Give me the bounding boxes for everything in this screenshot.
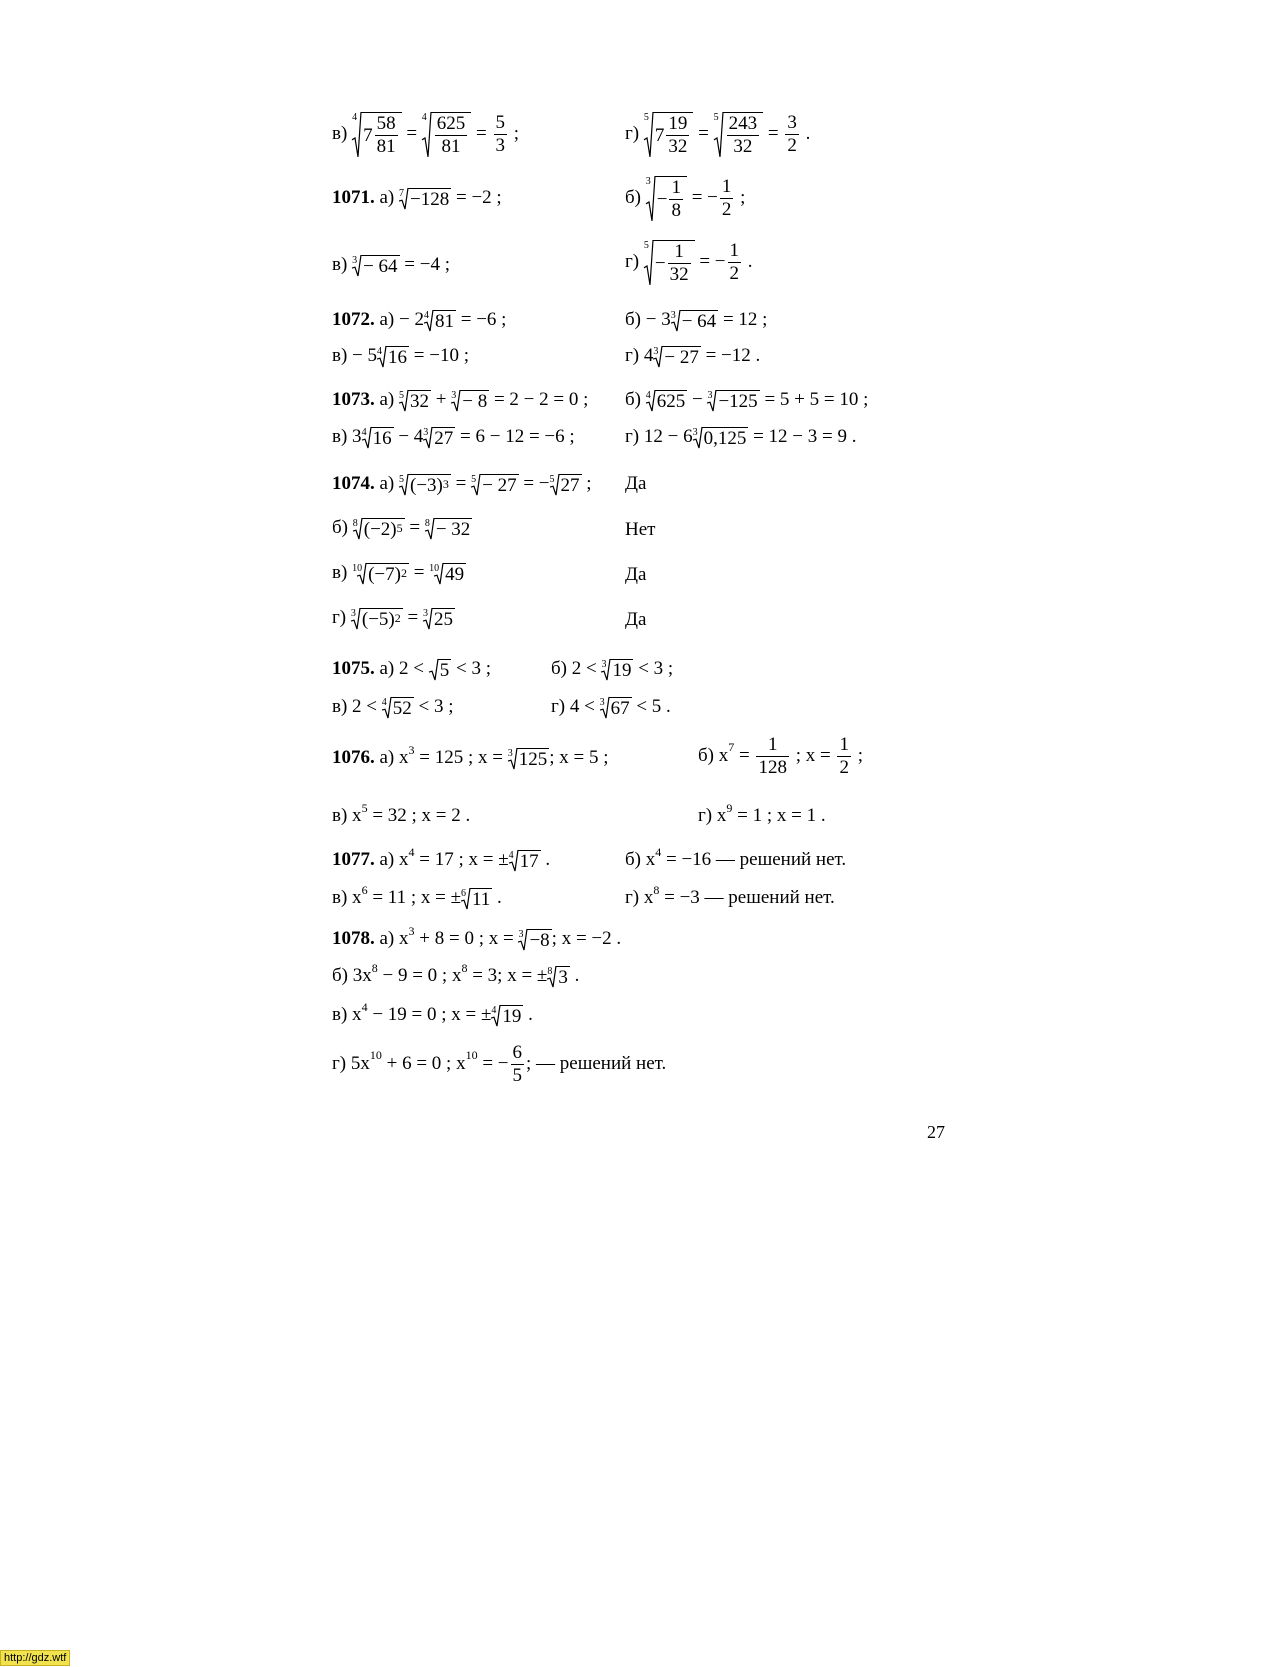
footer-link[interactable]: http://gdz.wtf bbox=[0, 1650, 70, 1666]
math-line-r11r: Да bbox=[625, 609, 647, 630]
math-line-r10l: в) 10 (−7) $^2$ = 10 49 bbox=[332, 562, 465, 586]
math-line-r8r: Да bbox=[625, 473, 647, 494]
math-line-r5r: г) 4 3 − 27 = −12 . bbox=[625, 345, 761, 369]
math-line-r19: б) $3x^8 - 9 = 0$ ; $x^8 = 3$; x = ± 8 3 . bbox=[332, 960, 580, 989]
math-line-r2l: 1071. а) 7 −128 = −2 ; bbox=[332, 187, 502, 211]
math-line-r16l: 1077. а) $x^4 = 17$ ; x = ± 4 17 . bbox=[332, 844, 551, 873]
math-line-r3r: г) 5 − $\frac{1}{32}$ = − $\frac{1}{2}$ . bbox=[625, 240, 753, 285]
math-line-r16r: б) $x^4 = -16$ — решений нет. bbox=[625, 844, 847, 870]
math-line-r9l: б) 8 (−2) $^5$ = 8 − 32 bbox=[332, 517, 471, 541]
math-line-r20: в) $x^4 - 19 = 0$ ; x = ± 4 19 . bbox=[332, 999, 533, 1028]
math-line-r17l: в) $x^6 = 11$ ; x = ± 6 11 . bbox=[332, 882, 502, 911]
math-line-r7r: г) 12 − 6 3 0,125 = 12 − 3 = 9 . bbox=[625, 426, 857, 450]
math-line-r12l: 1075. а) 2 < 5 < 3 ; bbox=[332, 658, 491, 682]
math-line-r14l: 1076. а) $x^3 = 125$ ; x = 3 125 ; x = 5 ; bbox=[332, 742, 609, 771]
math-line-r10r: Да bbox=[625, 564, 647, 585]
math-line-r2r: б) 3 − $\frac{1}{8}$ = − $\frac{1}{2}$ ; bbox=[625, 176, 746, 221]
math-line-r6l: 1073. а) 5 32 + 3 − 8 = 2 − 2 = 0 ; bbox=[332, 389, 589, 413]
math-line-r9r: Нет bbox=[625, 519, 656, 540]
math-line-r7l: в) 3 4 16 − 4 3 27 = 6 − 12 = −6 ; bbox=[332, 426, 575, 450]
math-line-r1r: г) 5 7 $\frac{19}{32}$ = 5 $\frac{243}{32}$ = $\frac{3}{2}$ . bbox=[625, 112, 811, 157]
math-line-r4r: б) − 3 3 − 64 = 12 ; bbox=[625, 309, 768, 333]
math-line-r15l: в) $x^5 = 32$ ; x = 2 . bbox=[332, 800, 471, 826]
math-line-r15r: г) $x^9 = 1$ ; x = 1 . bbox=[698, 800, 826, 826]
math-line-r21: г) $5x^{10} + 6 = 0$ ; $x^{10}$ = − $\frac{6}{5}$ ; — решений нет. bbox=[332, 1042, 667, 1086]
math-line-r18: 1078. а) $x^3 + 8 = 0$ ; x = 3 −8 ; x = −2 . bbox=[332, 923, 622, 952]
math-line-r14r: б) $x^7$ = $\frac{1}{128}$ ; x = $\frac{1}{2}$ ; bbox=[698, 734, 863, 778]
math-line-r12r: б) 2 < 3 19 < 3 ; bbox=[551, 658, 674, 682]
math-line-r8l: 1074. а) 5 (−3) $^3$ = 5 − 27 = − 5 27 ; bbox=[332, 473, 592, 497]
math-line-r4l: 1072. а) − 2 4 81 = −6 ; bbox=[332, 309, 507, 333]
math-line-r1l: в) 4 7 $\frac{58}{81}$ = 4 $\frac{625}{81}$ = $\frac{5}{3}$ ; bbox=[332, 112, 520, 157]
math-line-r13l: в) 2 < 4 52 < 3 ; bbox=[332, 696, 454, 720]
math-line-r5l: в) − 5 4 16 = −10 ; bbox=[332, 345, 469, 369]
math-line-r3l: в) 3 − 64 = −4 ; bbox=[332, 254, 450, 278]
math-line-r17r: г) $x^8 = -3$ — решений нет. bbox=[625, 882, 835, 908]
math-line-r13r: г) 4 < 3 67 < 5 . bbox=[551, 696, 671, 720]
page-number: 27 bbox=[927, 1122, 945, 1142]
math-line-r11l: г) 3 (−5) $^2$ = 3 25 bbox=[332, 607, 453, 631]
math-line-r6r: б) 4 625 − 3 −125 = 5 + 5 = 10 ; bbox=[625, 389, 869, 413]
